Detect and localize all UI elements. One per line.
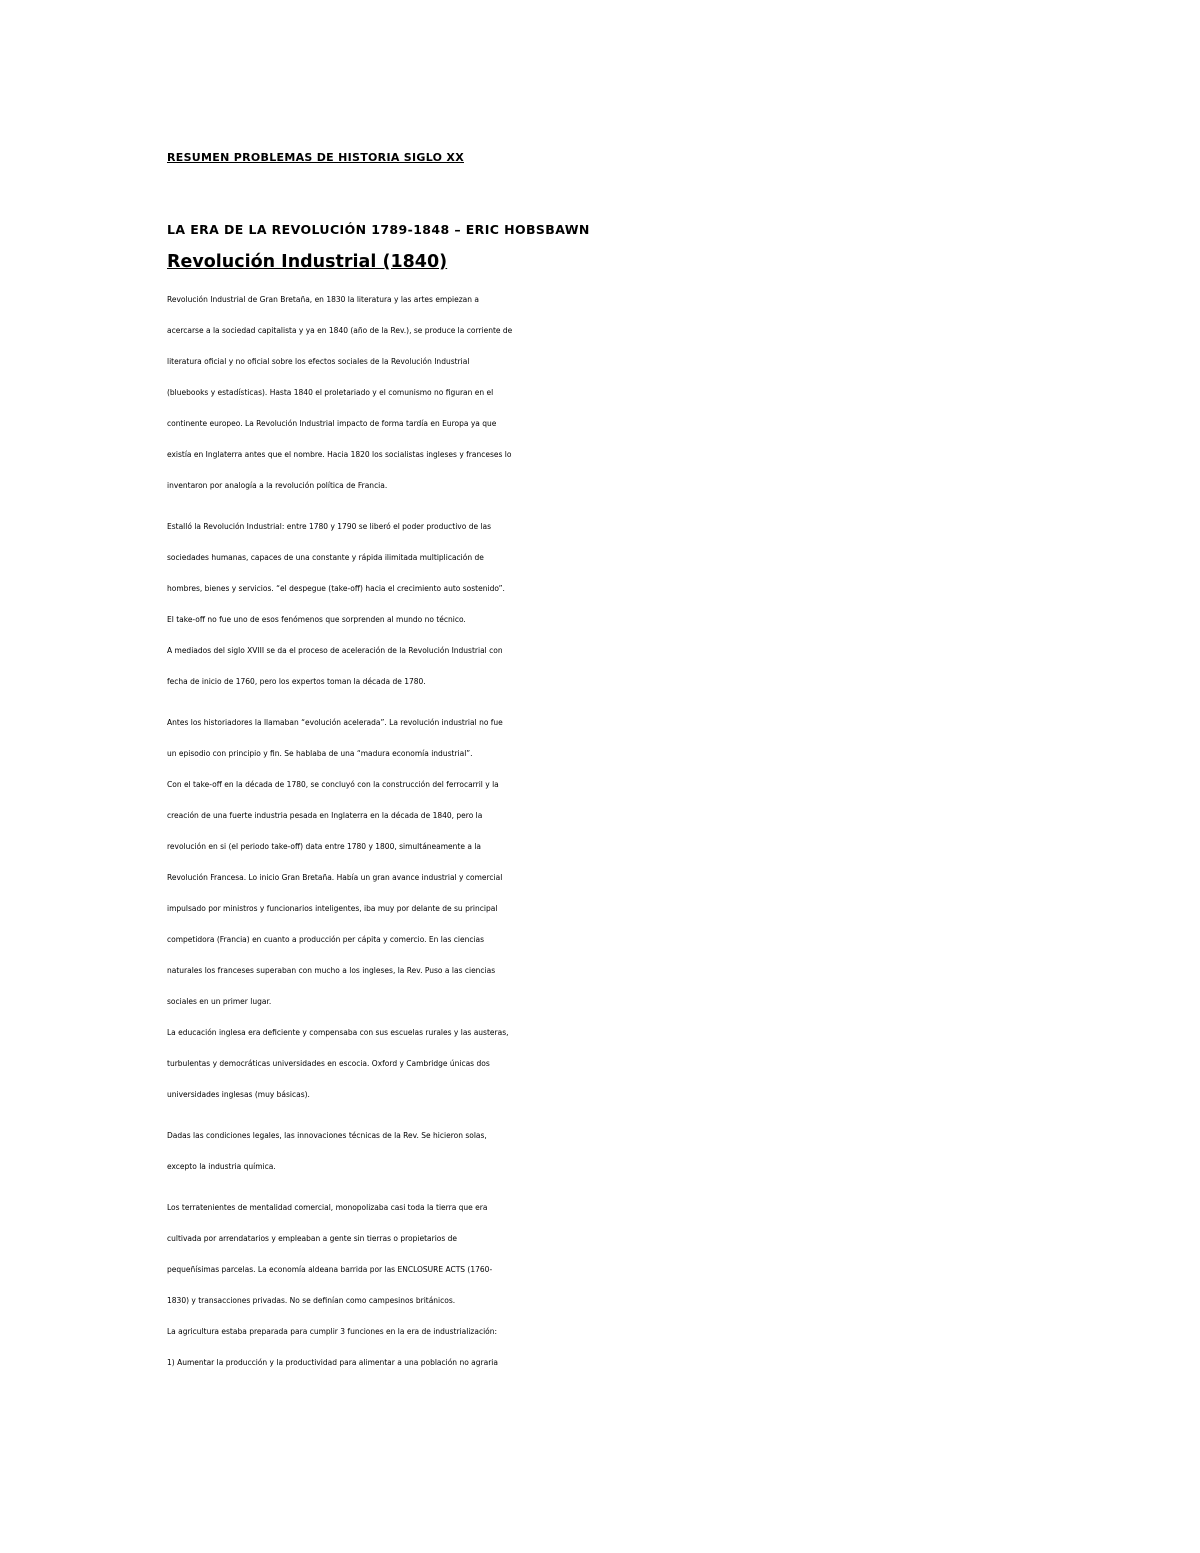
text-line: Los terratenientes de mentalidad comercial, monopolizaba casi toda la tierra que era: [167, 1203, 488, 1212]
text-line: 1830) y transacciones privadas. No se definían como campesinos británicos.: [167, 1296, 456, 1305]
text-line: Estalló la Revolución Industrial: entre 1780 y 1790 se liberó el poder productivo de las: [167, 522, 492, 531]
text-line: sociedades humanas, capaces de una constante y rápida ilimitada multiplicación de: [167, 553, 484, 562]
body-text: [167, 284, 1047, 1378]
text-line: impulsado por ministros y funcionarios inteligentes, iba muy por delante de su principal: [167, 904, 498, 913]
chapter-heading: LA ERA DE LA REVOLUCIÓN 1789-1848 – ERIC HOBSBAWN: [167, 222, 590, 237]
text-line: hombres, bienes y servicios. “el despegue (take-off) hacia el crecimiento auto sostenido”.: [167, 584, 505, 593]
text-line: naturales los franceses superaban con mucho a los ingleses, la Rev. Puso a las ciencias: [167, 966, 496, 975]
text-line: competidora (Francia) en cuanto a producción per cápita y comercio. En las ciencias: [167, 935, 485, 944]
text-line: 1) Aumentar la producción y la productividad para alimentar a una población no agraria: [167, 1358, 498, 1367]
paragraph: [167, 1120, 1047, 1182]
text-line: universidades inglesas (muy básicas).: [167, 1090, 310, 1099]
text-line: Revolución Francesa. Lo inicio Gran Bretaña. Había un gran avance industrial y comercial: [167, 873, 503, 882]
text-line: La agricultura estaba preparada para cumplir 3 funciones en la era de industrialización:: [167, 1327, 498, 1336]
text-line: revolución en si (el periodo take-off) data entre 1780 y 1800, simultáneamente a la: [167, 842, 482, 851]
text-line: sociales en un primer lugar.: [167, 997, 272, 1006]
text-line: pequeñísimas parcelas. La economía aldeana barrida por las ENCLOSURE ACTS (1760-: [167, 1265, 493, 1274]
document-page: [167, 140, 1047, 1378]
text-line: Con el take-off en la década de 1780, se concluyó con la construcción del ferrocarril y la: [167, 780, 499, 789]
paragraph: [167, 284, 1047, 501]
text-line: turbulentas y democráticas universidades en escocia. Oxford y Cambridge únicas dos: [167, 1059, 490, 1068]
text-line: A mediados del siglo XVIII se da el proceso de aceleración de la Revolución Industrial con: [167, 646, 503, 655]
text-line: existía en Inglaterra antes que el nombre. Hacia 1820 los socialistas ingleses y franceses lo: [167, 450, 512, 459]
text-line: literatura oficial y no oficial sobre los efectos sociales de la Revolución Industrial: [167, 357, 470, 366]
text-line: El take-off no fue uno de esos fenómenos que sorprenden al mundo no técnico.: [167, 615, 466, 624]
text-line: Antes los historiadores la llamaban “evolución acelerada”. La revolución industrial no fue: [167, 718, 503, 727]
text-line: (bluebooks y estadísticas). Hasta 1840 el proletariado y el comunismo no figuran en el: [167, 388, 494, 397]
text-line: excepto la industria química.: [167, 1162, 276, 1171]
paragraph: [167, 1192, 1047, 1378]
text-line: Revolución Industrial de Gran Bretaña, en 1830 la literatura y las artes empiezan a: [167, 295, 479, 304]
text-line: Dadas las condiciones legales, las innovaciones técnicas de la Rev. Se hicieron solas,: [167, 1131, 487, 1140]
section-heading: Revolución Industrial (1840): [167, 252, 448, 272]
text-line: creación de una fuerte industria pesada en Inglaterra en la década de 1840, pero la: [167, 811, 483, 820]
paragraph: [167, 511, 1047, 697]
document-title: RESUMEN PROBLEMAS DE HISTORIA SIGLO XX: [167, 151, 464, 164]
text-line: un episodio con principio y fin. Se hablaba de una “madura economía industrial”.: [167, 749, 473, 758]
text-line: fecha de inicio de 1760, pero los expertos toman la década de 1780.: [167, 677, 426, 686]
text-line: continente europeo. La Revolución Industrial impacto de forma tardía en Europa ya que: [167, 419, 497, 428]
text-line: La educación inglesa era deficiente y compensaba con sus escuelas rurales y las austeras,: [167, 1028, 509, 1037]
text-line: cultivada por arrendatarios y empleaban a gente sin tierras o propietarios de: [167, 1234, 458, 1243]
text-line: acercarse a la sociedad capitalista y ya en 1840 (año de la Rev.), se produce la corriente de: [167, 326, 513, 335]
paragraph: [167, 707, 1047, 1110]
text-line: inventaron por analogía a la revolución política de Francia.: [167, 481, 388, 490]
